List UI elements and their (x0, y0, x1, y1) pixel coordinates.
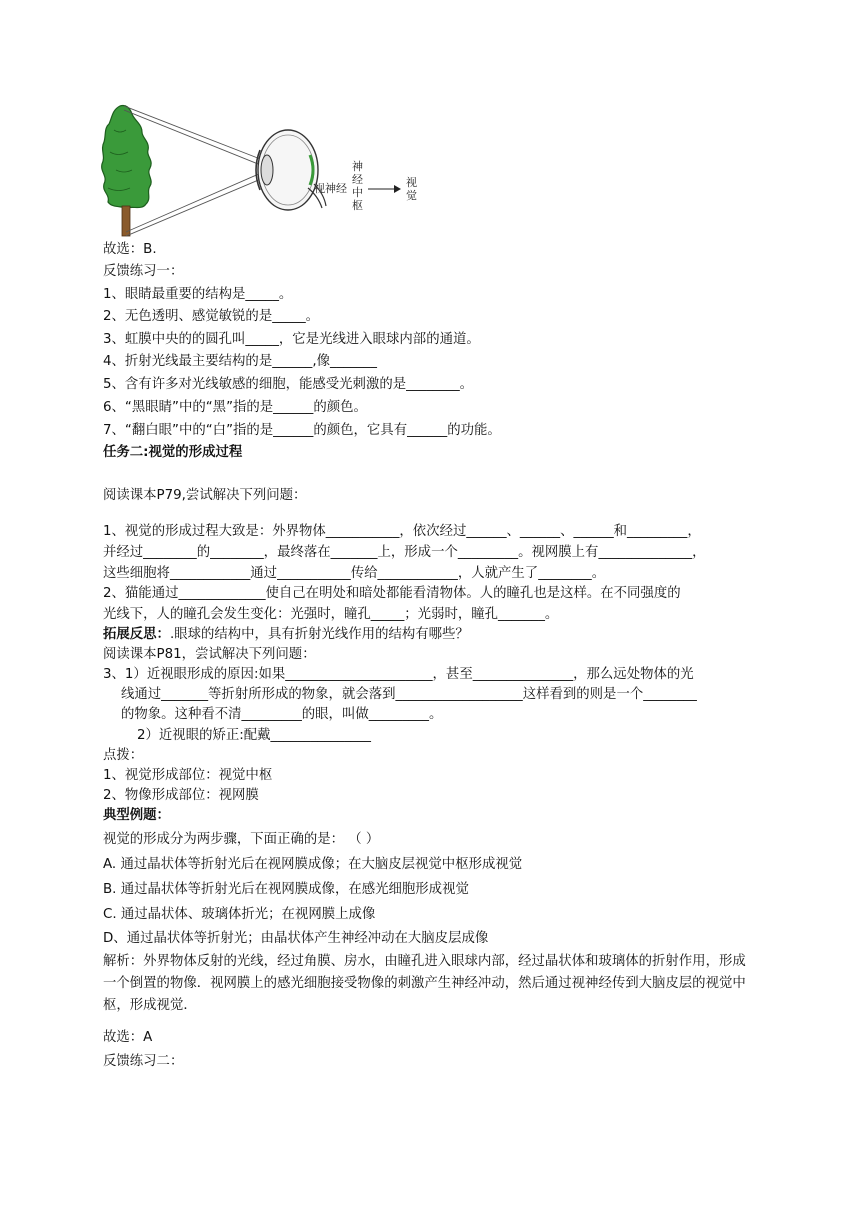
question-5: 5、含有许多对光线敏感的细胞，能感受光刺激的是________。 (103, 377, 474, 392)
extension-reflection-text: .眼球的结构中，具有折射光线作用的结构有哪些？ (169, 627, 469, 642)
svg-text:视: 视 (406, 176, 417, 189)
question-3: 3、虹膜中央的的圆孔叫_____，它是光线进入眼球内部的通道。 (103, 332, 480, 347)
question-6: 6、“黑眼睛”中的“黑”指的是______的颜色。 (103, 400, 367, 415)
vision-process-q2-line1: 2、猫能通过_____________使自己在明处和暗处都能看清物体。人的瞳孔也是这样。在不同强度的 (103, 586, 681, 601)
vision-process-q1-line1: 1、视觉的形成过程大致是：外界物体___________，依次经过______、______、______和_________， (103, 524, 701, 539)
myopia-q-line2: 线通过_______等折射所形成的物象，就会落到___________________这样看到的则是一个________ (121, 687, 697, 702)
myopia-q-line1: 3、1）近视眼形成的原因:如果______________________，甚至_______________，那么远处物体的光 (103, 667, 694, 682)
hint-heading: 点拨： (103, 748, 144, 763)
option-d: D、通过晶状体等折射光；由晶状体产生神经冲动在大脑皮层成像 (103, 931, 489, 946)
question-1: 1、眼睛最重要的结构是_____。 (103, 287, 293, 302)
svg-text:经: 经 (352, 173, 363, 186)
question-2: 2、无色透明、感觉敏锐的是_____。 (103, 309, 320, 324)
svg-text:觉: 觉 (406, 189, 417, 202)
svg-text:中: 中 (352, 186, 363, 199)
example-heading: 典型例题： (103, 808, 170, 823)
answer-line-1: 故选：B. (103, 242, 157, 257)
tree-illustration (102, 105, 151, 236)
option-b: B. 通过晶状体等折射光后在视网膜成像，在感光细胞形成视觉 (103, 882, 469, 897)
reading-instruction-1: 阅读课本P79,尝试解决下列问题： (103, 488, 307, 503)
myopia-correction: 2）近视眼的矫正:配戴_______________ (137, 728, 371, 743)
answer-line-2: 故选：A (103, 1030, 153, 1045)
analysis-paragraph: 解析：外界物体反射的光线，经过角膜、房水，由瞳孔进入眼球内部，经过晶状体和玻璃体的折射作用，形成一个倒置的物像．视网膜上的感光细胞接受物像的刺激产生神经冲动，然后通过视神经传到大脑皮层的视觉中枢，形成视觉． (103, 954, 746, 1013)
svg-text:神: 神 (352, 160, 363, 173)
feedback-heading-2: 反馈练习二： (103, 1054, 184, 1069)
question-7: 7、“翻白眼”中的“白”指的是______的颜色，它具有______的功能。 (103, 423, 501, 438)
optic-nerve-label: 视神经 (314, 182, 347, 195)
myopia-q-line3: 的物象。这种看不清_________的眼，叫做_________。 (121, 707, 443, 722)
hint-1: 1、视觉形成部位：视觉中枢 (103, 768, 273, 783)
vision-process-q1-line2: 并经过________的________，最终落在_______上，形成一个_________。视网膜上有______________， (103, 545, 706, 560)
vision-process-q1-line3: 这些细胞将____________通过___________传给____________，人就产生了________。 (103, 566, 606, 581)
vision-process-q2-line2: 光线下，人的瞳孔会发生变化：光强时，瞳孔_____；光弱时，瞳孔_______。 (103, 607, 559, 622)
arrow-icon (368, 185, 401, 193)
extension-reflection (103, 625, 469, 645)
task-two-heading: 任务二:视觉的形成过程 (103, 445, 243, 460)
feedback-heading-1: 反馈练习一： (103, 264, 184, 279)
option-c: C. 通过晶状体、玻璃体折光；在视网膜上成像 (103, 907, 376, 922)
extension-reflection-label: 拓展反思： (103, 627, 170, 642)
reading-instruction-2: 阅读课本P81，尝试解决下列问题： (103, 647, 316, 662)
eyeball (256, 130, 326, 210)
nerve-center-label (352, 159, 363, 212)
example-question: 视觉的形成分为两步骤，下面正确的是： （ ） (103, 832, 380, 847)
vision-label (406, 176, 417, 202)
question-4: 4、折射光线最主要结构的是______,像_______ (103, 354, 377, 369)
eye-vision-diagram (100, 100, 420, 240)
hint-2: 2、物像形成部位：视网膜 (103, 788, 259, 803)
option-a: A. 通过晶状体等折射光后在视网膜成像；在大脑皮层视觉中枢形成视觉 (103, 857, 523, 872)
svg-text:枢: 枢 (352, 199, 363, 212)
